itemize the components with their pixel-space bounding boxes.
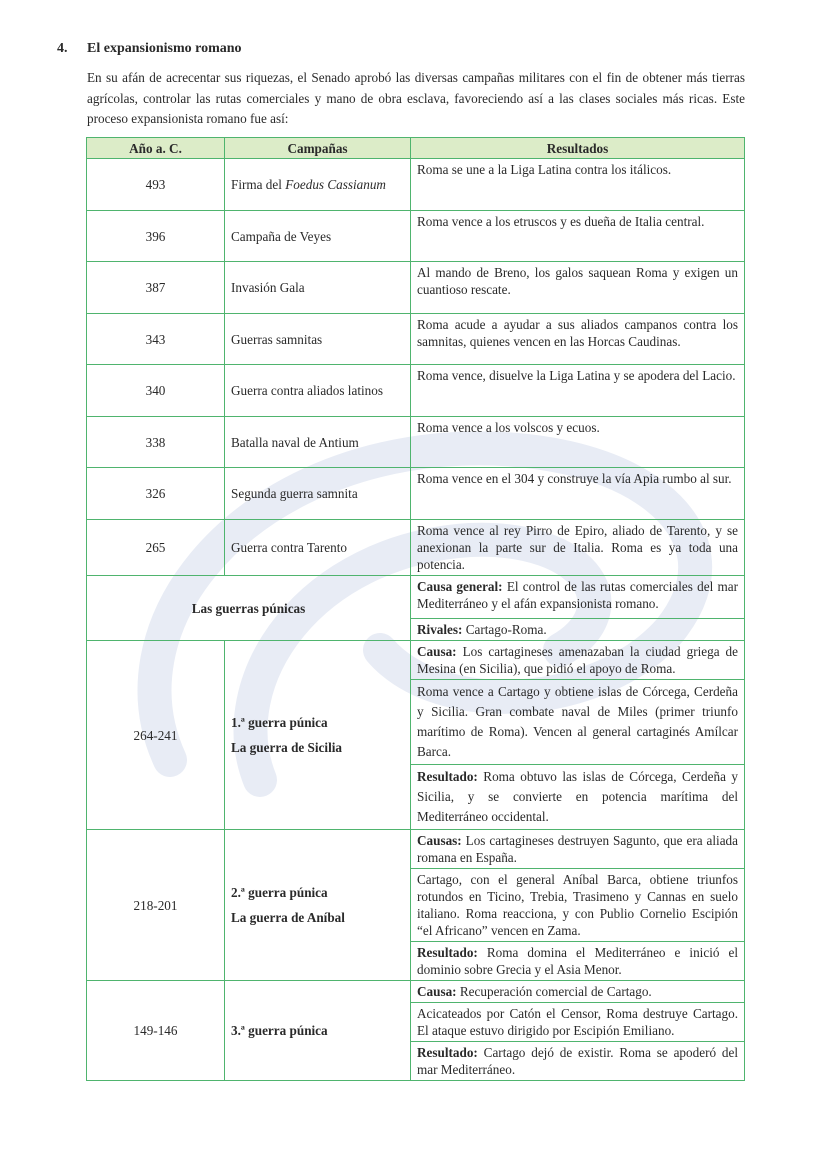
result-text: Roma obtuvo las islas de Córcega, Cerdeña y Sicilia, y se convierte en potencia marítima del Mediterráneo occidental. [417, 769, 738, 824]
campaign-italic: Foedus Cassianum [285, 177, 386, 192]
general-cause-label: Causa general: [417, 579, 503, 594]
cause-cell [411, 830, 745, 869]
header-year: Año a. C. [87, 138, 225, 159]
punic-wars-row [87, 576, 745, 619]
table-row [87, 159, 745, 211]
year-cell: 326 [87, 468, 225, 520]
campaign-cell: Batalla naval de Antium [225, 417, 411, 468]
result-cell: Roma vence a los volscos y ecuos. [411, 417, 745, 468]
cause-cell [411, 641, 745, 680]
year-cell: 493 [87, 159, 225, 211]
campaign-cell: Guerra contra Tarento [225, 520, 411, 576]
section-number: 4. [57, 41, 68, 56]
campaign-cell: Segunda guerra samnita [225, 468, 411, 520]
result-label: Resultado: [417, 945, 478, 960]
result-cell [411, 1042, 745, 1081]
roman-expansion-table [86, 137, 745, 1081]
events-cell: Acicateados por Catón el Censor, Roma destruye Cartago. El ataque estuvo dirigido por Escipión Emiliano. [411, 1003, 745, 1042]
result-text: Cartago dejó de existir. Roma se apoderó del mar Mediterráneo. [417, 1045, 738, 1077]
cause-text: Recuperación comercial de Cartago. [456, 984, 652, 999]
table-row [87, 262, 745, 314]
events-cell: Roma vence a Cartago y obtiene islas de Córcega, Cerdeña y Sicilia. Gran combate naval de Miles (primer triunfo marítimo de Roma). Vencen al general cartaginés Amílcar Barca. [411, 680, 745, 765]
cause-label: Causa: [417, 984, 457, 999]
table-row [87, 314, 745, 365]
result-cell: Roma acude a ayudar a sus aliados campanos contra los samnitas, quienes vencen en las Horcas Caudinas. [411, 314, 745, 365]
campaign-cell [225, 830, 411, 981]
table-header-row [87, 138, 745, 159]
war-subtitle: La guerra de Sicilia [231, 740, 342, 755]
year-cell: 338 [87, 417, 225, 468]
rivals-cell [411, 619, 745, 641]
second-punic-war-row [87, 830, 745, 869]
first-punic-war-row [87, 641, 745, 680]
result-label: Resultado: [417, 769, 478, 784]
campaign-cell: Invasión Gala [225, 262, 411, 314]
cause-text: Los cartagineses amenazaban la ciudad griega de Mesina (en Sicilia), que pidió el apoyo de Roma. [417, 644, 738, 676]
result-text: Roma domina el Mediterráneo e inició el dominio sobre Grecia y el Asia Menor. [417, 945, 738, 977]
table-row [87, 211, 745, 262]
result-cell: Roma vence en el 304 y construye la vía Apia rumbo al sur. [411, 468, 745, 520]
result-cell: Roma vence al rey Pirro de Epiro, aliado de Tarento, y se anexionan la parte sur de Italia. Roma es ya toda una potencia. [411, 520, 745, 576]
campaign-cell: 3.ª guerra púnica [225, 981, 411, 1081]
table-row [87, 417, 745, 468]
campaign-cell: Guerra contra aliados latinos [225, 365, 411, 417]
war-subtitle: La guerra de Aníbal [231, 910, 345, 925]
table-row [87, 520, 745, 576]
events-cell: Cartago, con el general Aníbal Barca, obtiene triunfos rotundos en Ticino, Trebia, Trasimeno y Cannas en suelo italiano. Roma reacciona, y con Publio Cornelio Escipión “el Africano” vencen en Zama. [411, 869, 745, 942]
table-row [87, 468, 745, 520]
cause-text: Los cartagineses destruyen Sagunto, que era aliada romana en España. [417, 833, 738, 865]
result-cell [411, 942, 745, 981]
cause-cell [411, 981, 745, 1003]
result-label: Resultado: [417, 1045, 478, 1060]
third-punic-war-row [87, 981, 745, 1003]
general-cause-text: El control de las rutas comerciales del mar Mediterráneo y el afán expansionista romano. [417, 579, 738, 611]
cause-label: Causa: [417, 644, 457, 659]
header-results: Resultados [411, 138, 745, 159]
result-cell: Roma vence, disuelve la Liga Latina y se apodera del Lacio. [411, 365, 745, 417]
year-cell: 265 [87, 520, 225, 576]
result-cell: Roma se une a la Liga Latina contra los itálicos. [411, 159, 745, 211]
campaign-text: Firma del [231, 177, 286, 192]
result-cell: Al mando de Breno, los galos saquean Roma y exigen un cuantioso rescate. [411, 262, 745, 314]
campaign-cell [225, 159, 411, 211]
year-cell: 387 [87, 262, 225, 314]
war-name: 2.ª guerra púnica [231, 885, 328, 900]
intro-paragraph: En su afán de acrecentar sus riquezas, el Senado aprobó las diversas campañas militares con el fin de obtener más tierras agrícolas, controlar las rutas comerciales y mano de obra esclava, favoreciendo así a las clases sociales más ricas. Este proceso expansionista romano fue así: [87, 70, 745, 126]
year-cell: 396 [87, 211, 225, 262]
header-campaigns: Campañas [225, 138, 411, 159]
campaign-cell [225, 641, 411, 830]
war-name: 1.ª guerra púnica [231, 715, 328, 730]
result-cell: Roma vence a los etruscos y es dueña de Italia central. [411, 211, 745, 262]
rivals-text: Cartago-Roma. [462, 622, 547, 637]
campaign-cell: Campaña de Veyes [225, 211, 411, 262]
year-cell: 343 [87, 314, 225, 365]
year-cell: 218-201 [87, 830, 225, 981]
year-cell: 340 [87, 365, 225, 417]
campaign-cell: Guerras samnitas [225, 314, 411, 365]
rivals-label: Rivales: [417, 622, 463, 637]
section-heading [57, 41, 242, 57]
year-cell: 149-146 [87, 981, 225, 1081]
year-cell: 264-241 [87, 641, 225, 830]
result-cell [411, 765, 745, 830]
cause-label: Causas: [417, 833, 462, 848]
punic-wars-title: Las guerras púnicas [87, 576, 411, 641]
general-cause-cell [411, 576, 745, 619]
table-row [87, 365, 745, 417]
section-title: El expansionismo romano [87, 41, 242, 56]
